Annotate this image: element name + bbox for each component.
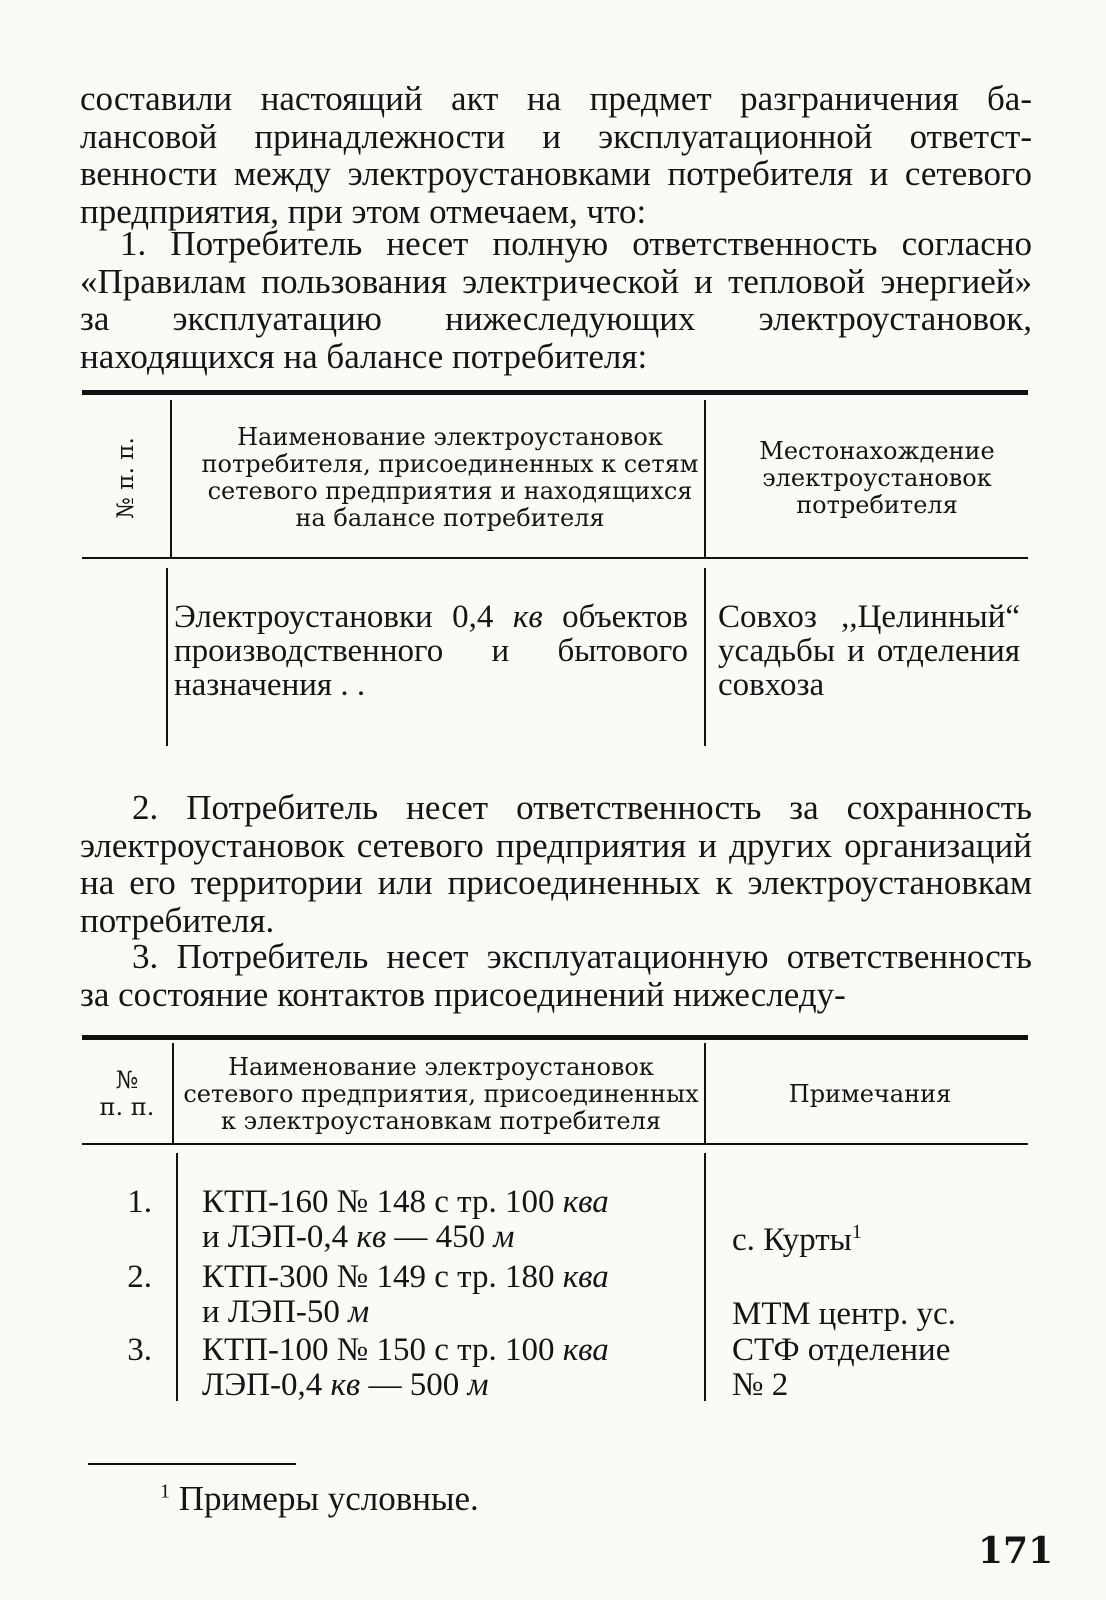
consumer-installations-table xyxy=(82,390,1028,762)
table-row: КТП-300 № 149 с тр. 180 ква xyxy=(202,1259,609,1295)
header-location: Местонахождение электроустановок потребителя xyxy=(759,436,995,519)
header-bottom-rule xyxy=(82,1143,1028,1145)
header-name-cell xyxy=(180,1047,702,1141)
header-num-cell: № п. п. xyxy=(99,1066,155,1121)
row-note: № 2 xyxy=(732,1367,789,1403)
header-name-cell xyxy=(200,412,700,544)
header-location-cell xyxy=(732,412,1022,544)
table-row: КТП-100 № 150 с тр. 100 ква xyxy=(202,1332,609,1368)
table-row: и ЛЭП-50 м xyxy=(202,1294,370,1330)
table-top-rule xyxy=(82,1035,1028,1040)
header-divider xyxy=(704,400,706,558)
row-location: Совхоз ,,Целинный“ усадьбы и отделения совхоза xyxy=(718,599,1020,703)
paragraph-2: 2. Потребитель несет ответственность за сохранность электроустановок сетевого предприятия и других организаций на его территории или присоединенных к электроустановкам потребителя. xyxy=(80,788,1032,940)
row-note: с. Курты$^1$ xyxy=(732,1221,862,1258)
row-name-cell: Электроустановки 0,4 кв объектов производственного и бытового назначения . . xyxy=(174,599,688,703)
paragraph-3: 3. Потребитель несет эксплуатационную ответственность за состояние контактов присоединений нижеследу- xyxy=(80,937,1032,1014)
table-row: и ЛЭП-0,4 кв — 450 м xyxy=(202,1219,515,1255)
header-divider xyxy=(172,1043,174,1145)
header-divider xyxy=(170,400,172,558)
header-notes: Примечания xyxy=(788,1079,952,1108)
header-name: Наименование электроустановок сетевого предприятия, присоединенных к электроустановкам потребителя xyxy=(183,1052,699,1135)
footnote-marker: 1 xyxy=(851,1221,862,1243)
unit-kv: кв xyxy=(512,599,543,635)
row-location-cell xyxy=(718,600,1020,740)
body-divider xyxy=(176,1153,178,1401)
row-number: 2. xyxy=(127,1259,152,1295)
network-installations-table xyxy=(82,1035,1028,1440)
footnote: $^1$ Примеры условные. xyxy=(160,1479,479,1518)
row-number: 1. xyxy=(127,1184,152,1220)
row-note: МТМ центр. ус. xyxy=(732,1296,956,1332)
body-divider xyxy=(166,568,168,746)
header-num: № п. п. xyxy=(112,437,139,519)
header-name: Наименование электроустановок потребителя, присоединенных к сетям сетевого предприятия и находящихся на балансе потребителя xyxy=(201,423,699,532)
table-row: КТП-160 № 148 с тр. 100 ква xyxy=(202,1184,609,1220)
header-bottom-rule xyxy=(82,557,1028,559)
row-number: 3. xyxy=(127,1332,152,1368)
table-top-rule xyxy=(82,390,1028,395)
page-number: 171 xyxy=(978,1530,1054,1572)
footnote-marker: 1 xyxy=(160,1480,170,1503)
row-note: СТФ отделение xyxy=(732,1332,951,1368)
header-notes-cell xyxy=(712,1047,1028,1141)
paragraph-1: 1. Потребитель несет полную ответственность согласно «Правилам пользования электрической и тепловой энергией» за эксплуатацию нижеследующих электроустановок, находящихся на балансе потребителя: xyxy=(80,224,1032,376)
body-divider xyxy=(704,1153,706,1401)
footnote-rule xyxy=(88,1463,296,1465)
header-num-cell xyxy=(82,398,170,558)
intro-paragraph: составили настоящий акт на предмет разграничения балансовой принадлежности и эксплуатационной ответственности между электроустановками потребителя и сетевого предприятия, при этом отмечаем, что: xyxy=(80,79,1032,231)
table-row: ЛЭП-0,4 кв — 500 м xyxy=(202,1367,489,1403)
header-divider xyxy=(704,1043,706,1145)
body-divider xyxy=(704,568,706,746)
